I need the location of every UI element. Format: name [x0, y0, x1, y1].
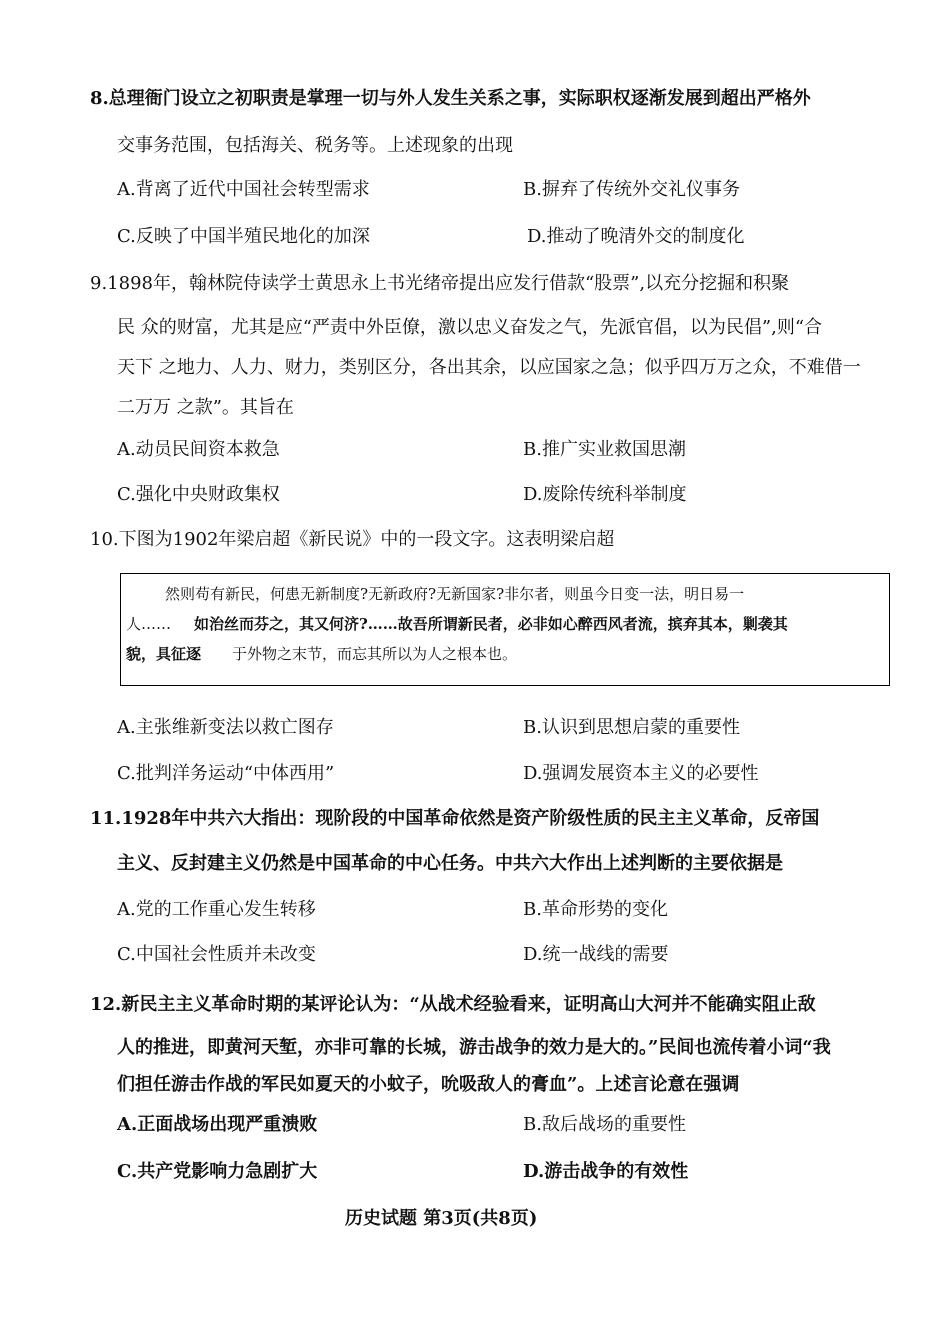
- quote-line2-bold: 如治丝而芬之，其又何济?……故吾所谓新民者，必非如心醉西风者流，摈弃其本，剿袭其: [194, 615, 788, 633]
- q12-option-b: B.敌后战场的重要性: [523, 1114, 686, 1135]
- q11-stem-line1: 11.1928年中共六大指出：现阶段的中国革命依然是资产阶级性质的民主主义革命，反帝国: [90, 808, 820, 829]
- page-footer: 历史试题 第3页(共8页): [345, 1208, 538, 1229]
- q9-stem-line4: 二万万 之款”。其旨在: [117, 397, 294, 418]
- q10-option-d: D.强调发展资本主义的必要性: [523, 763, 759, 784]
- q11-option-b: B.革命形势的变化: [523, 899, 668, 920]
- q11-option-d: D.统一战线的需要: [523, 944, 669, 965]
- q12-option-c: C.共产党影响力急剧扩大: [117, 1161, 318, 1182]
- q8-option-d: D.推动了晚清外交的制度化: [527, 226, 745, 247]
- quote-line3-bold: 貌，具征逐: [126, 645, 202, 663]
- quote-line2-start: 人……: [126, 615, 172, 633]
- q11-option-a: A.党的工作重心发生转移: [117, 899, 316, 920]
- q12-stem-line1: 12.新民主主义革命时期的某评论认为：“从战术经验看来，证明高山大河并不能确实阻止敌: [90, 994, 816, 1015]
- q12-stem-line3: 们担任游击作战的军民如夏天的小蚊子，吮吸敌人的膏血”。上述言论意在强调: [117, 1074, 740, 1095]
- q9-option-a: A.动员民间资本救急: [117, 439, 280, 460]
- q8-stem-line1: 8.总理衙门设立之初职责是掌理一切与外人发生关系之事，实际职权逐渐发展到超出严格外: [90, 88, 811, 109]
- q8-option-b: B.摒弃了传统外交礼仪事务: [523, 179, 740, 200]
- q12-option-d: D.游击战争的有效性: [523, 1161, 689, 1182]
- q9-stem-line3: 天下 之地力、人力、财力，类别区分，各出其余，以应国家之急；似乎四万万之众，不难借一: [117, 357, 861, 378]
- q9-option-d: D.废除传统科举制度: [523, 484, 687, 505]
- q8-stem-line2: 交事务范围，包括海关、税务等。上述现象的出现: [117, 135, 513, 156]
- q10-option-c: C.批判洋务运动“中体西用”: [117, 763, 335, 784]
- q11-stem-line2: 主义、反封建主义仍然是中国革命的中心任务。中共六大作出上述判断的主要依据是: [117, 853, 783, 874]
- q9-stem-line2: 民 众的财富，尤其是应“严责中外臣僚，激以忠义奋发之气，先派官倡，以为民倡”,则“合: [117, 317, 823, 338]
- quote-line1: 然则苟有新民，何患无新制度?无新政府?无新国家?非尔者，则虽今日变一法，明日易一: [165, 585, 745, 603]
- quote-line3-end: 于外物之末节，而忘其所以为人之根本也。: [232, 645, 518, 663]
- q8-option-a: A.背离了近代中国社会转型需求: [117, 179, 370, 200]
- q8-option-c: C.反映了中国半殖民地化的加深: [117, 226, 370, 247]
- q10-stem: 10.下图为1902年梁启超《新民说》中的一段文字。这表明梁启超: [90, 529, 615, 550]
- q11-option-c: C.中国社会性质并未改变: [117, 944, 316, 965]
- q9-option-b: B.推广实业救国思潮: [523, 439, 686, 460]
- q12-option-a: A.正面战场出现严重溃败: [117, 1114, 318, 1135]
- q10-option-b: B.认识到思想启蒙的重要性: [523, 717, 740, 738]
- q12-stem-line2: 人的推进，即黄河天堑，亦非可靠的长城，游击战争的效力是大的。”民间也流传着小词“我: [117, 1037, 831, 1058]
- q9-stem-line1: 9.1898年，翰林院侍读学士黄思永上书光绪帝提出应发行借款“股票”,以充分挖掘和积聚: [90, 273, 790, 294]
- q10-option-a: A.主张维新变法以救亡图存: [117, 717, 334, 738]
- q9-option-c: C.强化中央财政集权: [117, 484, 280, 505]
